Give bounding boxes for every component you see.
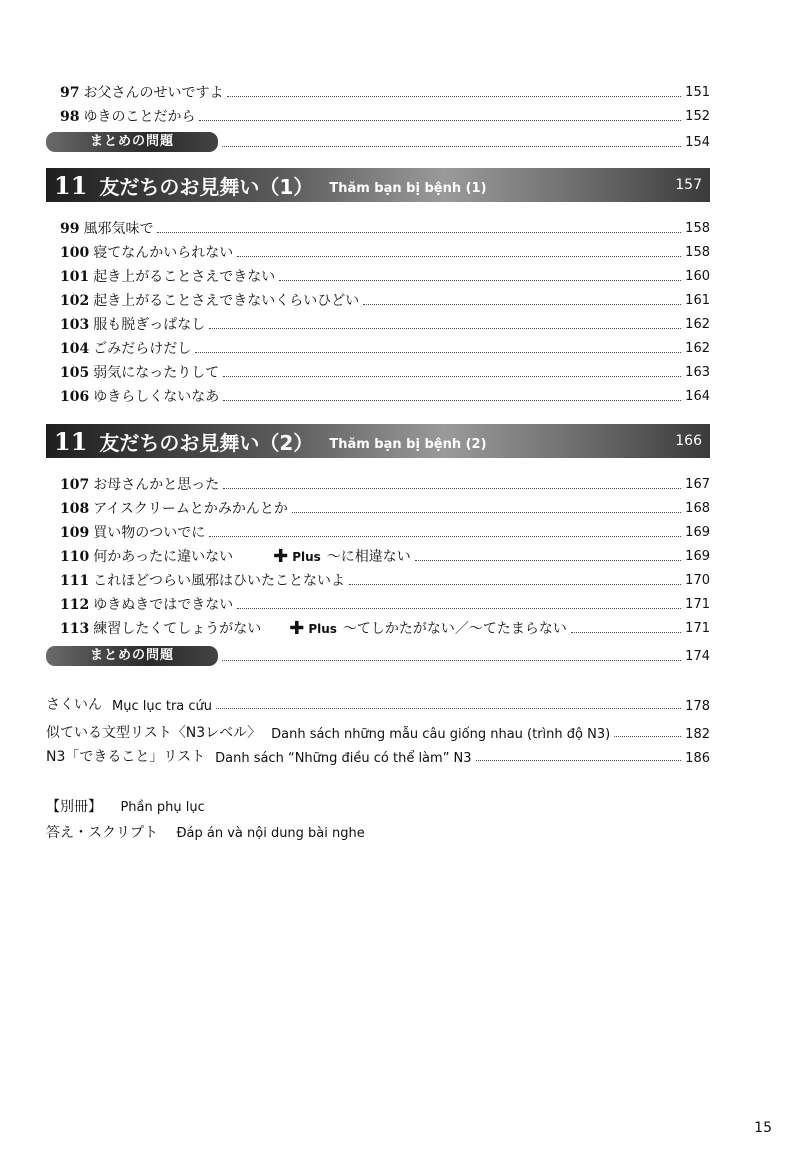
dot-leader	[614, 736, 681, 737]
entry-title: 何かあったに違いない	[93, 549, 234, 565]
plus-icon: ✚	[289, 618, 305, 639]
dot-leader	[209, 536, 681, 537]
entry-page: 167	[685, 477, 710, 492]
entry-title: 寝てなんかいられない	[93, 245, 234, 261]
toc-entry-108[interactable]	[60, 494, 710, 518]
plus-label: Plus	[292, 550, 321, 564]
entry-page: 170	[685, 573, 710, 588]
entry-page: 164	[685, 389, 710, 404]
entry-page: 168	[685, 501, 710, 516]
appendix-answers-scripts[interactable]	[46, 822, 365, 842]
toc-entry-101[interactable]	[60, 262, 710, 286]
entry-page: 178	[685, 699, 710, 714]
entry-number: 111	[60, 573, 90, 589]
entry-number: 108	[60, 501, 90, 517]
entry-page: 186	[685, 751, 710, 766]
entry-page: 163	[685, 365, 710, 380]
dot-leader	[571, 632, 681, 633]
entry-title: 弱気になったりして	[93, 365, 220, 381]
index-entry-sakuin[interactable]	[46, 690, 710, 714]
entry-title: 起き上がることさえできないくらいひどい	[93, 293, 360, 309]
review-entry-1[interactable]	[46, 128, 710, 152]
appendix-subtitle: Đáp án và nội dung bài nghe	[176, 826, 365, 841]
section-banner-1[interactable]	[46, 168, 710, 202]
entry-page: 171	[685, 621, 710, 636]
index-subtitle: Danh sách những mẫu câu giống nhau (trình độ N3)	[271, 727, 611, 742]
section-title: 友だちのお見舞い（2）	[99, 430, 314, 455]
entry-number: 100	[60, 245, 90, 261]
entry-page: 162	[685, 317, 710, 332]
dot-leader	[237, 608, 681, 609]
entry-number: 104	[60, 341, 90, 357]
plus-label: Plus	[308, 622, 337, 636]
entry-number: 106	[60, 389, 90, 405]
dot-leader	[222, 146, 681, 147]
toc-entry-110[interactable]	[60, 542, 710, 566]
dot-leader	[195, 352, 681, 353]
entry-number: 107	[60, 477, 90, 493]
entry-number: 105	[60, 365, 90, 381]
review-label: まとめの問題	[46, 646, 218, 666]
entry-title: 起き上がることさえできない	[93, 269, 276, 285]
dot-leader	[199, 120, 681, 121]
dot-leader	[209, 328, 681, 329]
entry-page: 152	[685, 109, 710, 124]
plus-text: 〜てしかたがない／〜てたまらない	[342, 621, 567, 637]
entry-page: 151	[685, 85, 710, 100]
review-entry-2[interactable]	[46, 642, 710, 666]
entry-number: 103	[60, 317, 90, 333]
dot-leader	[415, 560, 681, 561]
entry-number: 102	[60, 293, 90, 309]
entry-title: ゆきらしくないなあ	[93, 389, 220, 405]
entry-title: これほどつらい風邪はひいたことないよ	[93, 573, 345, 589]
section-page: 157	[675, 177, 702, 193]
entry-page: 158	[685, 245, 710, 260]
entry-number: 113	[60, 621, 90, 637]
appendix-title: 答え・スクリプト	[46, 825, 158, 841]
entry-title: ごみだらけだし	[93, 341, 192, 357]
entry-title: ゆきのことだから	[83, 109, 196, 125]
dot-leader	[227, 96, 681, 97]
entry-page: 154	[685, 135, 710, 150]
index-entry-can-do-list[interactable]	[46, 742, 710, 766]
dot-leader	[223, 400, 681, 401]
toc-entry-97[interactable]	[60, 78, 710, 102]
entry-page: 169	[685, 525, 710, 540]
section-page: 166	[675, 433, 702, 449]
toc-entry-111[interactable]	[60, 566, 710, 590]
plus-note	[273, 548, 411, 566]
toc-entry-109[interactable]	[60, 518, 710, 542]
section-banner-2[interactable]	[46, 424, 710, 458]
entry-title: 服も脱ぎっぱなし	[93, 317, 206, 333]
appendix-separate-volume[interactable]	[46, 796, 205, 816]
dot-leader	[476, 760, 682, 761]
entry-page: 161	[685, 293, 710, 308]
dot-leader	[349, 584, 681, 585]
entry-title: アイスクリームとかみかんとか	[93, 501, 288, 517]
appendix-title: 【別冊】	[46, 799, 102, 815]
dot-leader	[279, 280, 681, 281]
entry-number: 101	[60, 269, 90, 285]
index-title: さくいん	[46, 697, 102, 713]
dot-leader	[216, 708, 681, 709]
plus-icon: ✚	[273, 546, 289, 567]
entry-page: 182	[685, 727, 710, 742]
section-subtitle: Thăm bạn bị bệnh (2)	[329, 436, 487, 452]
entry-number: 97	[60, 85, 80, 101]
section-number: 11	[54, 426, 88, 456]
toc-entry-107[interactable]	[60, 470, 710, 494]
toc-entry-100[interactable]	[60, 238, 710, 262]
appendix-subtitle: Phần phụ lục	[120, 800, 205, 815]
dot-leader	[292, 512, 681, 513]
dot-leader	[237, 256, 681, 257]
toc-entry-113[interactable]	[60, 614, 710, 638]
review-label: まとめの問題	[46, 132, 218, 152]
entry-page: 158	[685, 221, 710, 236]
toc-entry-98[interactable]	[60, 102, 710, 126]
toc-entry-112[interactable]	[60, 590, 710, 614]
toc-entry-99[interactable]	[60, 214, 710, 238]
entry-page: 171	[685, 597, 710, 612]
section-number: 11	[54, 170, 88, 200]
dot-leader	[223, 376, 681, 377]
toc-entry-106[interactable]	[60, 382, 710, 406]
entry-number: 110	[60, 549, 90, 565]
entry-page: 162	[685, 341, 710, 356]
entry-number: 99	[60, 221, 80, 237]
entry-title: 練習したくてしょうがない	[93, 621, 262, 637]
dot-leader	[157, 232, 681, 233]
entry-title: 風邪気味で	[83, 221, 154, 237]
entry-title: ゆきぬきではできない	[93, 597, 234, 613]
entry-page: 169	[685, 549, 710, 564]
dot-leader	[222, 660, 681, 661]
index-subtitle: Danh sách “Những điều có thể làm” N3	[215, 751, 472, 766]
plus-text: 〜に相違ない	[326, 549, 411, 565]
plus-note	[289, 620, 567, 638]
page-number: 15	[754, 1120, 772, 1136]
index-title: N3「できること」リスト	[46, 749, 206, 765]
entry-number: 112	[60, 597, 90, 613]
entry-title: 買い物のついでに	[93, 525, 206, 541]
entry-title: お父さんのせいですよ	[83, 85, 224, 101]
index-entry-similar-patterns[interactable]	[46, 718, 710, 742]
entry-page: 160	[685, 269, 710, 284]
entry-number: 98	[60, 109, 80, 125]
dot-leader	[223, 488, 681, 489]
section-subtitle: Thăm bạn bị bệnh (1)	[329, 180, 487, 196]
index-title: 似ている文型リスト〈N3レベル〉	[46, 725, 262, 741]
entry-page: 174	[685, 649, 710, 664]
dot-leader	[363, 304, 681, 305]
toc-entry-103[interactable]	[60, 310, 710, 334]
toc-entry-102[interactable]	[60, 286, 710, 310]
toc-entry-105[interactable]	[60, 358, 710, 382]
toc-entry-104[interactable]	[60, 334, 710, 358]
section-title: 友だちのお見舞い（1）	[99, 174, 314, 199]
index-subtitle: Mục lục tra cứu	[112, 699, 213, 714]
entry-number: 109	[60, 525, 90, 541]
entry-title: お母さんかと思った	[93, 477, 220, 493]
